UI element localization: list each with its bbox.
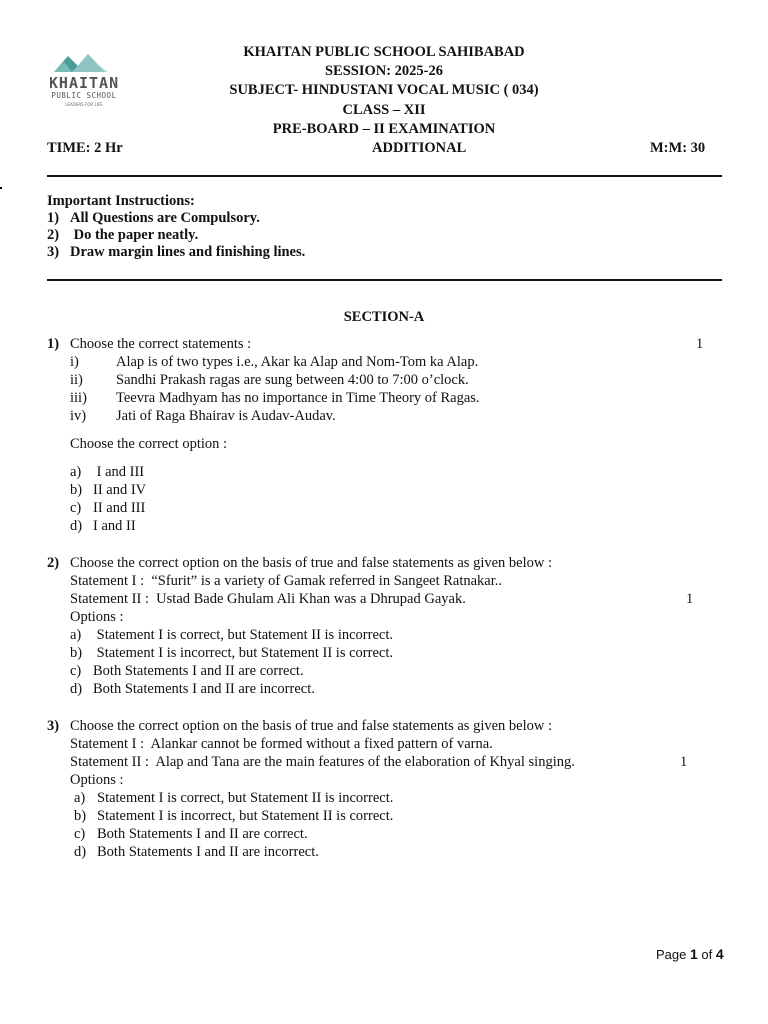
instruction-text: Draw margin lines and finishing lines. [70, 244, 306, 260]
option-num: b) [70, 645, 83, 661]
option-text: Both Statements I and II are incorrect. [93, 681, 315, 697]
instruction-num: 2) [47, 227, 60, 243]
logo-word: KHAITAN [50, 74, 118, 92]
max-marks: M:M: 30 [650, 140, 706, 156]
option-text: Both Statements I and II are correct. [93, 663, 304, 679]
option-num: a) [74, 790, 86, 806]
statement-two: Statement II : Alap and Tana are the main features of the elaboration of Khyal singing. [70, 754, 575, 770]
stray-mark [0, 187, 2, 189]
page-current: 1 [690, 946, 698, 962]
options-label: Options : [70, 609, 124, 625]
statement-text: Sandhi Prakash ragas are sung between 4:00 to 7:00 o’clock. [116, 372, 469, 388]
option-num: b) [70, 482, 83, 498]
option-text: I and II [93, 518, 136, 534]
statement-text: Teevra Madhyam has no importance in Time Theory of Ragas. [116, 390, 480, 406]
instruction-text: Do the paper neatly. [70, 227, 199, 243]
option-text: II and IV [93, 482, 147, 498]
option-text: Both Statements I and II are incorrect. [97, 844, 319, 860]
question-stem: Choose the correct option on the basis of true and false statements as given below : [70, 718, 552, 734]
option-num: a) [70, 464, 82, 480]
session: SESSION: 2025-26 [324, 63, 444, 79]
instruction-num: 1) [47, 210, 60, 226]
exam-title: PRE-BOARD – II EXAMINATION [272, 121, 496, 137]
question-marks: 1 [680, 754, 688, 770]
page-total: 4 [715, 946, 724, 962]
of-label: of [701, 947, 713, 962]
statement-one: Statement I : “Sfurit” is a variety of Gamak referred in Sangeet Ratnakar.. [70, 573, 503, 589]
subject: SUBJECT- HINDUSTANI VOCAL MUSIC ( 034) [229, 82, 539, 98]
option-text: Both Statements I and II are correct. [97, 826, 308, 842]
instructions-title: Important Instructions: [47, 193, 195, 209]
option-num: c) [74, 826, 86, 842]
option-num: a) [70, 627, 82, 643]
statement-text: Alap is of two types i.e., Akar ka Alap and Nom-Tom ka Alap. [116, 354, 479, 370]
instruction-num: 3) [47, 244, 60, 260]
divider-top [47, 175, 722, 177]
question-number: 2) [47, 555, 60, 571]
option-text: I and III [93, 464, 145, 480]
option-num: d) [74, 844, 87, 860]
option-num: d) [70, 518, 83, 534]
option-num: b) [74, 808, 87, 824]
option-text: Statement I is correct, but Statement II is incorrect. [93, 627, 393, 643]
statement-two: Statement II : Ustad Bade Ghulam Ali Khan was a Dhrupad Gayak. [70, 591, 466, 607]
statement-num: i) [70, 354, 79, 370]
question-stem: Choose the correct option on the basis of true and false statements as given below : [70, 555, 552, 571]
option-text: Statement I is incorrect, but Statement II is correct. [93, 645, 393, 661]
additional-label: ADDITIONAL [372, 140, 467, 156]
logo-sub: PUBLIC SCHOOL [51, 91, 117, 100]
logo-tagline: LEADERS FOR LIFE [65, 102, 103, 107]
question-stem: Choose the correct statements : [70, 336, 252, 352]
question-marks: 1 [696, 336, 704, 352]
statement-num: iii) [70, 390, 87, 406]
option-num: c) [70, 500, 82, 516]
question-number: 3) [47, 718, 60, 734]
statement-text: Jati of Raga Bhairav is Audav-Audav. [116, 408, 336, 424]
section-title: SECTION-A [343, 309, 425, 325]
class: CLASS – XII [342, 102, 426, 118]
option-num: d) [70, 681, 83, 697]
option-text: Statement I is incorrect, but Statement II is correct. [97, 808, 394, 824]
option-num: c) [70, 663, 82, 679]
option-text: II and III [93, 500, 146, 516]
instruction-text: All Questions are Compulsory. [70, 210, 260, 226]
divider-bottom [47, 279, 722, 281]
page-number [656, 946, 724, 962]
option-text: Statement I is correct, but Statement II is incorrect. [97, 790, 394, 806]
options-label: Options : [70, 772, 124, 788]
option-prompt: Choose the correct option : [70, 436, 228, 452]
page-label: Page [656, 947, 687, 962]
school-name: KHAITAN PUBLIC SCHOOL SAHIBABAD [243, 44, 525, 60]
question-marks: 1 [686, 591, 694, 607]
statement-one: Statement I : Alankar cannot be formed without a fixed pattern of varna. [70, 736, 493, 752]
time: TIME: 2 Hr [47, 140, 123, 156]
question-number: 1) [47, 336, 60, 352]
statement-num: ii) [70, 372, 83, 388]
statement-num: iv) [70, 408, 87, 424]
